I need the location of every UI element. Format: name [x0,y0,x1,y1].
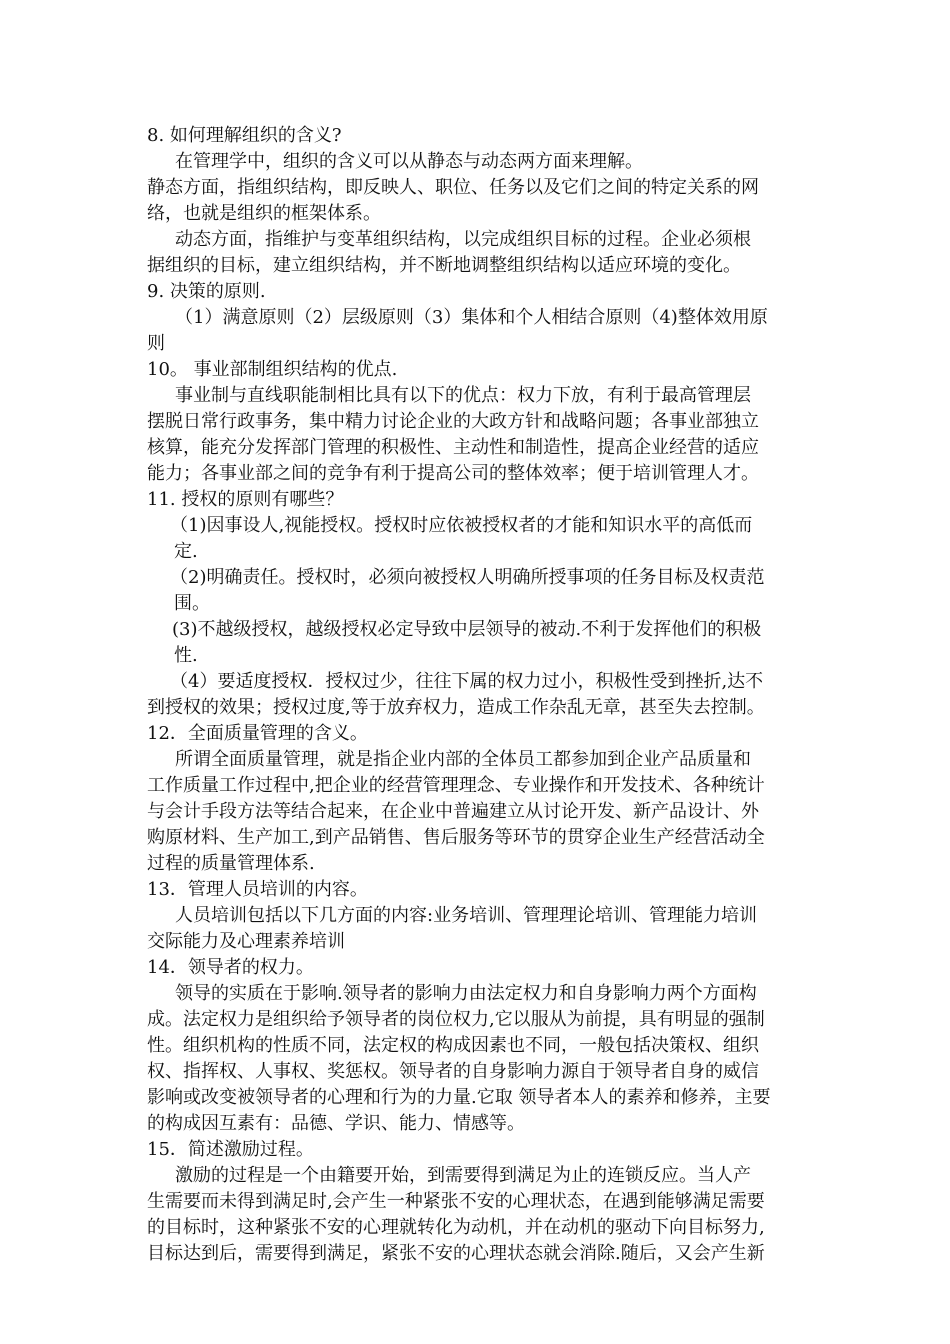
heading-q11: 11. 授权的原则有哪些？ [147,489,344,510]
list-item-line: (3)不越级授权，越级授权必定导致中层领导的被动.不利于发挥他们的积极 [172,619,762,640]
paragraph-line: 摆脱日常行政事务，集中精力讨论企业的大政方针和战略问题；各事业部独立 [147,411,759,432]
paragraph-line: 据组织的目标，建立组织结构，并不断地调整组织结构以适应环境的变化。 [147,255,741,276]
paragraph-line: 影响或改变被领导者的心理和行为的力量.它取 领导者本人的素养和修养，主要 [147,1087,771,1108]
list-item-line: （2)明确责任。授权时，必须向被授权人明确所授事项的任务目标及权责范 [170,567,765,588]
heading-q8: 8. 如何理解组织的含义? [147,125,342,146]
paragraph-line: 事业制与直线职能制相比具有以下的优点：权力下放，有利于最高管理层 [175,385,751,406]
list-item-line: 性. [174,645,198,666]
paragraph-line: 到授权的效果；授权过度,等于放弃权力，造成工作杂乱无章，甚至失去控制。 [147,697,765,718]
paragraph-line: 动态方面，指维护与变革组织结构，以完成组织目标的过程。企业必须根 [175,229,751,250]
paragraph-line: 生需要而未得到满足时,会产生一种紧张不安的心理状态，在遇到能够满足需要 [147,1191,765,1212]
paragraph-line: 性。组织机构的性质不同，法定权的构成因素也不同，一般包括决策权、组织 [147,1035,759,1056]
heading-q15: 15．简述激励过程。 [147,1139,314,1160]
heading-q12: 12．全面质量管理的含义。 [147,723,368,744]
paragraph-line: 购原材料、生产加工,到产品销售、售后服务等环节的贯穿企业生产经营活动全 [147,827,765,848]
paragraph-line: 领导的实质在于影响.领导者的影响力由法定权力和自身影响力两个方面构 [175,983,757,1004]
paragraph-line: 与会计手段方法等结合起来，在企业中普遍建立从讨论开发、新产品设计、外 [147,801,759,822]
paragraph-line: 的构成因互素有：品德、学识、能力、情感等。 [147,1113,525,1134]
paragraph-line: 的目标时，这种紧张不安的心理就转化为动机，并在动机的驱动下向目标努力, [147,1217,765,1238]
paragraph-line: 交际能力及心理素养培训 [147,931,345,952]
paragraph-line: 人员培训包括以下几方面的内容:业务培训、管理理论培训、管理能力培训 [175,905,758,926]
list-item-line: （4）要适度授权．授权过少，往往下属的权力过小，积极性受到挫折,达不 [170,671,764,692]
heading-q9: 9. 决策的原则. [147,281,266,302]
paragraph-line: 在管理学中，组织的含义可以从静态与动态两方面来理解。 [175,151,643,172]
paragraph-line: 静态方面，指组织结构，即反映人、职位、任务以及它们之间的特定关系的网 [147,177,759,198]
paragraph-line: 工作质量工作过程中,把企业的经营管理理念、专业操作和开发技术、各种统计 [147,775,765,796]
paragraph-line: 核算，能充分发挥部门管理的积极性、主动性和制造性，提高企业经营的适应 [147,437,759,458]
list-item-line: （1)因事设人,视能授权。授权时应依被授权者的才能和知识水平的高低而 [170,515,753,536]
paragraph-line: 能力；各事业部之间的竞争有利于提高公司的整体效率；便于培训管理人才。 [147,463,759,484]
paragraph-line: 权、指挥权、人事权、奖惩权。领导者的自身影响力源自于领导者自身的威信 [147,1061,759,1082]
heading-q10: 10。 事业部制组织结构的优点. [147,359,398,380]
paragraph-line: 目标达到后，需要得到满足，紧张不安的心理状态就会消除.随后，又会产生新 [147,1243,765,1264]
list-item-line: 定. [174,541,198,562]
paragraph-line: 络，也就是组织的框架体系。 [147,203,381,224]
paragraph-line: 激励的过程是一个由籍要开始，到需要得到满足为止的连锁反应。当人产 [175,1165,751,1186]
heading-q14: 14．领导者的权力。 [147,957,314,978]
paragraph-line: （1）满意原则（2）层级原则（3）集体和个人相结合原则（4)整体效用原 [175,307,768,328]
paragraph-line: 则 [147,333,165,354]
paragraph-line: 所谓全面质量管理，就是指企业内部的全体员工都参加到企业产品质量和 [175,749,751,770]
paragraph-line: 成。法定权力是组织给予领导者的岗位权力,它以服从为前提，具有明显的强制 [147,1009,765,1030]
heading-q13: 13．管理人员培训的内容。 [147,879,368,900]
list-item-line: 围。 [174,593,210,614]
paragraph-line: 过程的质量管理体系. [147,853,315,874]
